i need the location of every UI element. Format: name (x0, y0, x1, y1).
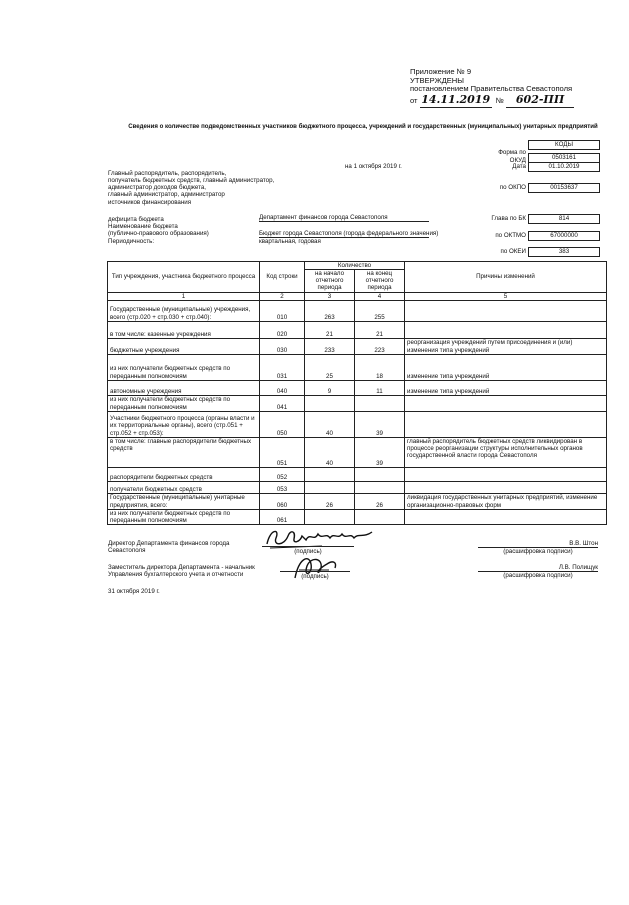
director-sign-caption: (подпись) (294, 548, 322, 555)
director-title: Директор Департамента финансов города Севастополя (108, 540, 230, 555)
row-name: из них получатели бюджетных средств по переданным полномочиям (108, 395, 260, 411)
row-end: 39 (355, 437, 405, 467)
row-code: 040 (260, 380, 305, 395)
handwritten-date: 14.11.2019 (421, 93, 491, 107)
table-row (108, 411, 607, 437)
deputy-sign-line (280, 571, 350, 572)
row-end: 21 (355, 321, 405, 338)
row-code: 020 (260, 321, 305, 338)
row-name: в том числе: главные распорядители бюджетных средств (108, 437, 260, 467)
row-code: 060 (260, 493, 305, 509)
row-start: 9 (305, 380, 355, 395)
row-end: 223 (355, 338, 405, 354)
row-code: 051 (260, 437, 305, 467)
periodicity-label: Периодичность: (108, 238, 155, 245)
row-start: 25 (305, 354, 355, 380)
row-code: 010 (260, 300, 305, 321)
row-start (305, 467, 355, 481)
row-code: 031 (260, 354, 305, 380)
row-code: 050 (260, 411, 305, 437)
data-table (107, 261, 607, 525)
col-num: 3 (305, 292, 355, 300)
row-name: Государственные (муниципальные) унитарные предприятия, всего: (108, 493, 260, 509)
table-row (108, 338, 607, 354)
signature-date: 31 октября 2019 г. (108, 588, 160, 595)
code-date: 01.10.2019 (528, 162, 600, 172)
code-label-okei: по ОКЕИ (500, 248, 526, 255)
row-end: 26 (355, 493, 405, 509)
row-end: 255 (355, 300, 405, 321)
row-start: 26 (305, 493, 355, 509)
periodicity-value: квартальная, годовая (259, 238, 321, 245)
col-num: 1 (108, 292, 260, 300)
budget-name: Бюджет города Севастополя (города федерального значения) (259, 230, 439, 237)
row-reason (405, 411, 607, 437)
code-okei: 383 (528, 247, 600, 257)
row-reason (405, 481, 607, 493)
table-row (108, 437, 607, 467)
row-start: 40 (305, 437, 355, 467)
row-end: 39 (355, 411, 405, 437)
row-start: 21 (305, 321, 355, 338)
row-name: из них получатели бюджетных средств по переданным полномочиям (108, 509, 260, 524)
approved-label: УТВЕРЖДЕНЫ (410, 75, 464, 85)
entity-description: Главный распорядитель, распорядитель, получатель бюджетных средств, главный администратор, администратор доходов бюджета, главный администратор, администратор источников финансирования (108, 170, 275, 206)
deputy-name: Л.В. Полищук (478, 564, 598, 572)
row-reason (405, 467, 607, 481)
row-reason (405, 509, 607, 524)
deficit-label: дефицита бюджета (108, 216, 164, 223)
row-code: 061 (260, 509, 305, 524)
row-reason: реорганизация учреждений путем присоединения и (или) изменения типа учреждений (405, 338, 607, 354)
row-reason (405, 321, 607, 338)
col-num: 2 (260, 292, 305, 300)
codes-header: КОДЫ (528, 140, 600, 150)
as-of-date: на 1 октября 2019 г. (345, 163, 402, 170)
col-num: 4 (355, 292, 405, 300)
col-header-qty: Количество (305, 262, 405, 270)
director-name-caption: (расшифровка подписи) (503, 548, 573, 555)
row-reason (405, 395, 607, 411)
row-name: в том числе: казенные учреждения (108, 321, 260, 338)
deputy-sign-caption: (подпись) (301, 573, 329, 580)
table-row (108, 467, 607, 481)
code-label-bk: Глава по БК (491, 215, 526, 222)
col-header-type: Тип учреждения, участника бюджетного процесса (108, 262, 260, 293)
code-label-okpo: по ОКПО (499, 184, 526, 191)
row-name: из них получатели бюджетных средств по переданным полномочиям (108, 354, 260, 380)
row-end: 11 (355, 380, 405, 395)
row-reason: главный распорядитель бюджетных средств ликвидирован в процессе реорганизации структуры исполнительных органов государственной власти города Севастополя (405, 437, 607, 467)
row-start (305, 509, 355, 524)
row-code: 041 (260, 395, 305, 411)
document-title: Сведения о количестве подведомственных участников бюджетного процесса, учреждений и государственных (муниципальных) унитарных предприятий (128, 123, 598, 130)
director-name: В.В. Штон (478, 540, 598, 548)
row-name: получатели бюджетных средств (108, 481, 260, 493)
code-okud: 0503161 (528, 153, 600, 163)
table-row (108, 300, 607, 321)
code-oktmo: 67000000 (528, 231, 600, 241)
deputy-signature (285, 552, 345, 586)
row-reason (405, 300, 607, 321)
row-code: 030 (260, 338, 305, 354)
col-num: 5 (405, 292, 607, 300)
handwritten-number: 602-ПП (506, 94, 574, 108)
approval-block (410, 68, 610, 108)
row-end (355, 395, 405, 411)
row-name: Участники бюджетного процесса (органы власти и их территориальные органы), всего (стр.051 + стр.052 + стр.053): (108, 411, 260, 437)
row-start (305, 481, 355, 493)
row-name: распорядители бюджетных средств (108, 467, 260, 481)
col-header-start: на начало отчетного периода (305, 270, 355, 292)
row-name: Государственные (муниципальные) учреждения, всего (стр.020 + стр.030 + стр.040): (108, 300, 260, 321)
resolution-date-line: от 14.11.2019 № 602-ПП (410, 94, 610, 108)
col-header-code: Код строки (260, 262, 305, 293)
col-header-end: на конец отчетного периода (355, 270, 405, 292)
code-label-date: Дата (512, 163, 526, 170)
table-row (108, 321, 607, 338)
row-start: 233 (305, 338, 355, 354)
table-row (108, 380, 607, 395)
table-row (108, 481, 607, 493)
row-start: 263 (305, 300, 355, 321)
public-entity-label: (публично-правового образования) (108, 230, 209, 237)
department-name: Департамент финансов города Севастополя (259, 214, 429, 222)
row-start: 40 (305, 411, 355, 437)
row-end (355, 481, 405, 493)
table-row (108, 509, 607, 524)
row-end: 18 (355, 354, 405, 380)
appendix-label: Приложение № 9 (410, 67, 472, 76)
codes-labels: Форма по ОКУД (498, 149, 526, 164)
row-code: 053 (260, 481, 305, 493)
table-row (108, 354, 607, 380)
row-start (305, 395, 355, 411)
row-reason: изменение типа учреждений (405, 354, 607, 380)
code-okpo: 00153637 (528, 183, 600, 193)
director-sign-line (262, 546, 354, 547)
resolution-label: постановлением Правительства Севастополя (410, 84, 573, 94)
row-reason: изменение типа учреждений (405, 380, 607, 395)
deputy-name-caption: (расшифровка подписи) (503, 572, 573, 579)
row-end (355, 467, 405, 481)
row-name: автономные учреждения (108, 380, 260, 395)
row-reason: ликвидация государственных унитарных предприятий, изменение организационно-правовых форм (405, 493, 607, 509)
code-bk: 814 (528, 214, 600, 224)
col-header-reason: Причины изменений (405, 262, 607, 293)
row-name: бюджетные учреждения (108, 338, 260, 354)
table-row (108, 493, 607, 509)
deputy-title: Заместитель директора Департамента - начальник Управления бухгалтерского учета и отчетности (108, 564, 255, 579)
row-code: 052 (260, 467, 305, 481)
table-row (108, 395, 607, 411)
budget-name-label: Наименование бюджета (108, 223, 178, 230)
row-end (355, 509, 405, 524)
code-label-oktmo: по ОКТМО (495, 232, 526, 239)
